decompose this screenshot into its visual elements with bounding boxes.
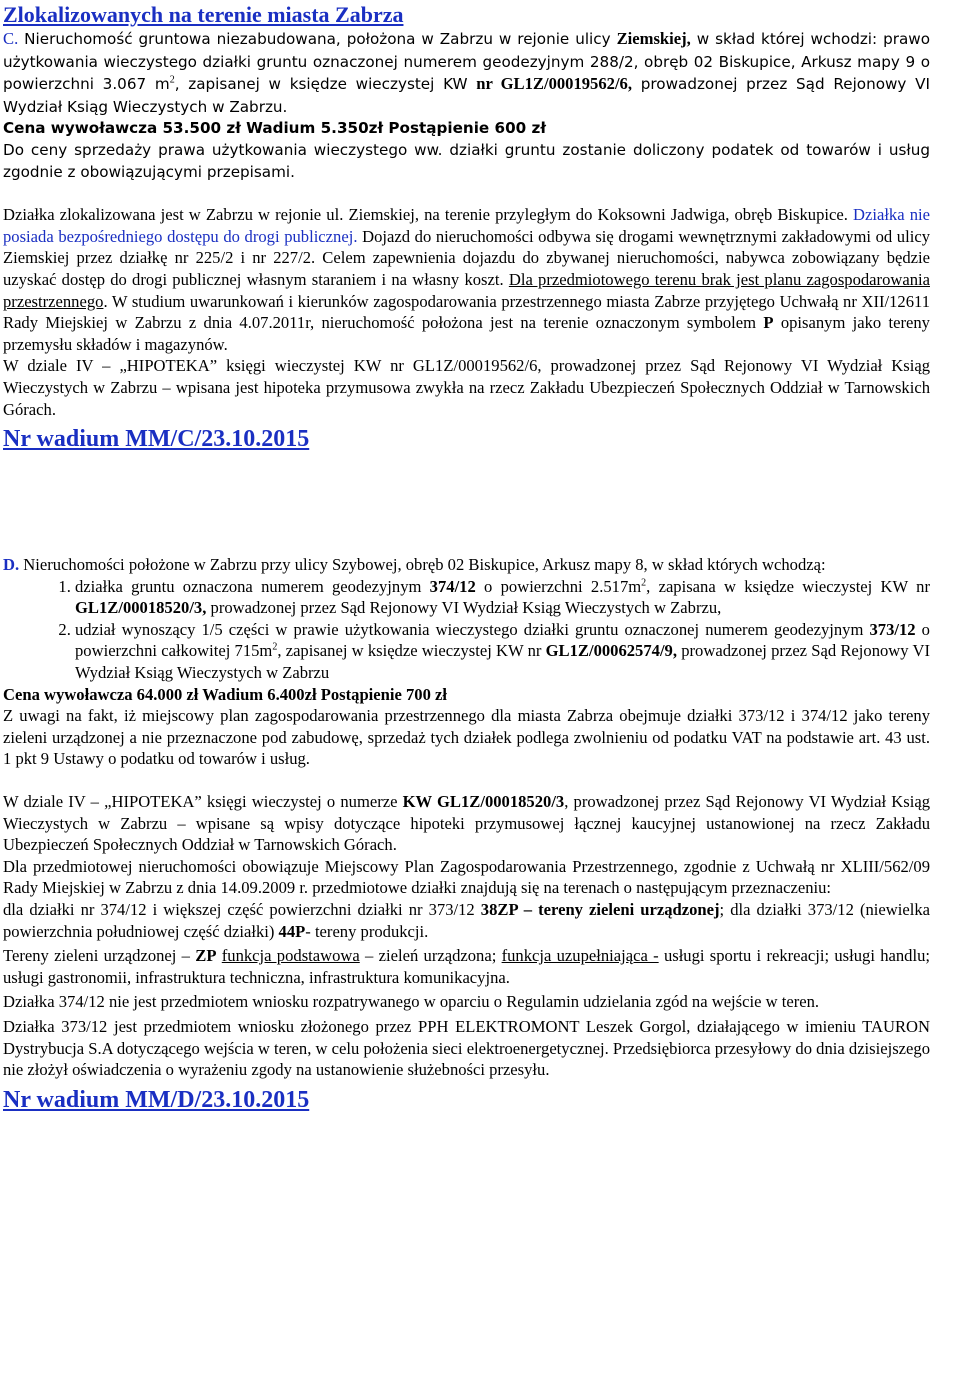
page-heading: Zlokalizowanych na terenie miasta Zabrza [3,2,404,27]
section-c-description: Działka zlokalizowana jest w Zabrzu w rejonie ul. Ziemskiej, na terenie przyległym do Koksowni Jadwiga, obręb Biskupice. Działka nie posiada bezpośredniego dostępu do drogi publicznej. Dojazd do nieruchomości odbywa się drogami wewnętrznymi zakładowymi od ulicy Ziemskiej przez działkę nr 225/2 i nr 227/2. Celem zapewnienia dojazdu do zbywanej nieruchomości, nabywca zobowiązany będzie uzyskać dostęp do drogi publicznej własnym staraniem i na własny koszt. Dla przedmiotowego terenu brak jest planu zagospodarowania przestrzennego. W studium uwarunkowań i kierunków zagospodarowania przestrzennego miasta Zabrze przyjętego Uchwałą nr XII/12611 Rady Miejskiej w Zabrzu z dnia 4.07.2011r, nieruchomość położona jest na terenie oznaczonym symbolem P opisanym jako tereny przemysłu składów i magazynów. [3,205,930,354]
spacer [3,454,930,554]
no-plan-note: Dla przedmiotowego terenu brak jest planu zagospodarowania przestrzennego [3,269,930,311]
list-item: 2. udział wynoszący 1/5 części w prawie użytkowania wieczystego działki gruntu oznaczonej numerem geodezyjnym 373/12 o powierzchni całkowitej $715m^2$, zapisanej w księdze wieczystej KW nr GL1Z/00062574/9, prowadzonej przez Sąd Rejonowy VI Wydział Ksiąg Wieczystych w Zabrzu [75,619,930,684]
section-d-wadium-number: Nr wadium MM/D/23.10.2015 [3,1086,310,1113]
section-d-zoning: dla działki nr 374/12 i większej część powierzchni działki nr 373/12 38ZP – tereny zieleni urządzonej; dla działki 373/12 (niewielka powierzchnia południowej część działki) 44P- tereny produkcji. [3,900,930,941]
section-c-mortgage: W dziale IV – „HIPOTEKA” księgi wieczystej KW nr GL1Z/00019562/6, prowadzonej przez Sąd Rejonowy VI Wydział Ksiąg Wieczystych w Zabrzu – wpisana jest hipoteka przymusowa zwykła na rzecz Zakładu Ubezpieczeń Społecznych Oddział w Tarnowskich Górach. [3,356,930,419]
section-d-zp-function: Tereny zieleni urządzonej – ZP funkcja podstawowa – zieleń urządzona; funkcja uzupełniająca - usługi sportu i rekreacji; usługi handlu; usługi gastronomii, infrastruktura techniczna, infrastruktura komunikacyjna. [3,946,930,987]
section-d-intro: D. Nieruchomości położone w Zabrzu przy ulicy Szybowej, obręb 02 Biskupice, Arkusz mapy 8, w skład których wchodzą: [3,555,826,575]
section-d-vat-note: Z uwagi na fakt, iż miejscowy plan zagospodarowania przestrzennego dla miasta Zabrza obejmuje działki 373/12 i 374/12 jako tereny zieleni urządzonej a nie przeznaczone pod zabudowę, sprzedaż tych działek podlega zwolnieniu od podatku VAT na podstawie art. 43 ust. 1 pkt 9 Ustawy o podatku od towarów i usług. [3,706,930,769]
section-c-intro: C. Nieruchomość gruntowa niezabudowana, położona w Zabrzu w rejonie ulicy Ziemskiej, w skład której wchodzi: prawo użytkowania wieczystego działki gruntu oznaczonej numerem geodezyjnym 288/2, obręb 02 Biskupice, Arkusz mapy 9 o powierzchni 3.067 $m^2$, zapisanej w księdze wieczystej KW nr GL1Z/00019562/6, prowadzonej przez Sąd Rejonowy VI Wydział Ksiąg Wieczystych w Zabrzu. [3,29,931,116]
section-d-mortgage: W dziale IV – „HIPOTEKA” księgi wieczystej o numerze KW GL1Z/00018520/3, prowadzonej przez Sąd Rejonowy VI Wydział Ksiąg Wieczystych w Zabrzu – wpisane są wpisy dotyczące hipoteki przymusowej łącznej kaucyjnej ustanowionej na rzecz Zakładu Ubezpieczeń Społecznych Oddział w Tarnowskich Górach. [3,792,931,855]
section-d-letter: D. [3,555,20,575]
section-d-plan: Dla przedmiotowej nieruchomości obowiązuje Miejscowy Plan Zagospodarowania Przestrzennego, zgodnie z Uchwałą nr XLIII/562/09 Rady Miejskiej w Zabrzu z dnia 14.09.2009 r. przedmiotowe działki znajdują się na terenach o następującym przeznaczeniu: [3,856,930,898]
section-d-entry-373: Działka 373/12 jest przedmiotem wniosku złożonego przez PPH ELEKTROMONT Leszek Gorgol, działającego w imieniu TAURON Dystrybucja S.A dotyczącego wejścia w teren, w celu położenia sieci elektroenergetycznej. Przedsiębiorca przesyłowy do dnia dzisiejszego nie złożył oświadczenia o wyrażeniu zgody na ustanowienie służebności przesyłu. [3,1016,930,1080]
section-c-wadium-number: Nr wadium MM/C/23.10.2015 [3,426,310,453]
section-d-entry-374: Działka 374/12 nie jest przedmiotem wniosku rozpatrywanego w oparciu o Regulamin udzielania zgód na wejście w teren. [3,992,820,1012]
list-item: 1. działka gruntu oznaczona numerem geodezyjnym 374/12 o powierzchni $2.517m^2$, zapisana w księdze wieczystej KW nr GL1Z/00018520/3, prowadzonej przez Sąd Rejonowy VI Wydział Ksiąg Wieczystych w Zabrzu, [75,576,930,619]
section-d-items [3,576,930,684]
section-c-price: Cena wywoławcza 53.500 zł Wadium 5.350zł Postąpienie 600 zł [3,119,546,138]
spacer [3,770,930,791]
spacer [3,183,930,204]
section-d-price: Cena wywoławcza 64.000 zł Wadium 6.400zł Postąpienie 700 zł [3,684,448,704]
section-c-vat-note: Do ceny sprzedaży prawa użytkowania wieczystego ww. działki gruntu zostanie doliczony podatek od towarów i usług zgodnie z obowiązującymi przepisami. [3,140,930,181]
section-c-letter: C. [3,29,19,48]
